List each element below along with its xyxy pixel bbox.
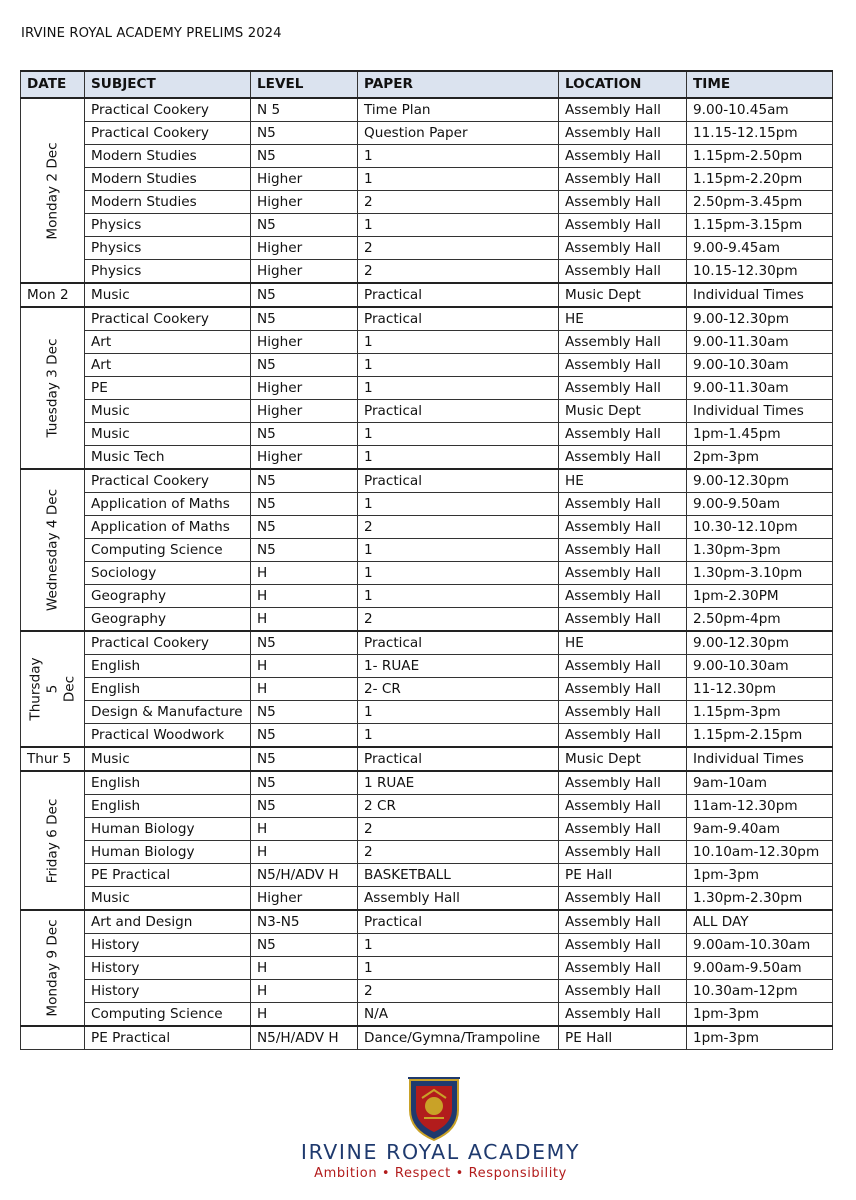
table-row [21, 562, 833, 585]
cell-paper: 1 [358, 539, 559, 562]
cell-level: Higher [251, 260, 358, 284]
cell-subject: Modern Studies [85, 145, 251, 168]
cell-location: HE [559, 469, 687, 493]
cell-paper: Practical [358, 747, 559, 771]
cell-paper: Question Paper [358, 122, 559, 145]
table-row [21, 493, 833, 516]
cell-location: Assembly Hall [559, 1003, 687, 1027]
cell-location: Assembly Hall [559, 724, 687, 748]
cell-level: N3-N5 [251, 910, 358, 934]
cell-location: Assembly Hall [559, 98, 687, 122]
cell-level: N5 [251, 701, 358, 724]
cell-location: Assembly Hall [559, 887, 687, 911]
cell-location: PE Hall [559, 864, 687, 887]
cell-location: Assembly Hall [559, 841, 687, 864]
cell-location: Assembly Hall [559, 795, 687, 818]
cell-paper: Practical [358, 400, 559, 423]
cell-location: Assembly Hall [559, 214, 687, 237]
cell-time: 9.00-12.30pm [687, 631, 833, 655]
cell-paper: 1 [358, 585, 559, 608]
cell-subject: Design & Manufacture [85, 701, 251, 724]
cell-time: 9am-9.40am [687, 818, 833, 841]
cell-level: N5 [251, 631, 358, 655]
table-header-row [21, 71, 833, 98]
cell-level: N5 [251, 934, 358, 957]
cell-location: HE [559, 307, 687, 331]
cell-location: Assembly Hall [559, 701, 687, 724]
table-row [21, 678, 833, 701]
cell-level: H [251, 1003, 358, 1027]
table-row [21, 400, 833, 423]
cell-paper: 2 [358, 841, 559, 864]
cell-subject: Music [85, 400, 251, 423]
cell-paper: Time Plan [358, 98, 559, 122]
table-row [21, 377, 833, 400]
cell-paper: 1 [358, 423, 559, 446]
cell-time: 1.15pm-2.20pm [687, 168, 833, 191]
cell-subject: Computing Science [85, 539, 251, 562]
date-cell [21, 771, 85, 910]
cell-paper: Dance/Gymna/Trampoline [358, 1026, 559, 1050]
cell-time: 1.15pm-3.15pm [687, 214, 833, 237]
cell-time: 10.15-12.30pm [687, 260, 833, 284]
cell-subject: English [85, 655, 251, 678]
school-logo [268, 1074, 613, 1184]
cell-level: Higher [251, 237, 358, 260]
cell-time: 1.30pm-2.30pm [687, 887, 833, 911]
table-row [21, 354, 833, 377]
cell-paper: 2 [358, 191, 559, 214]
cell-subject: Practical Woodwork [85, 724, 251, 748]
cell-subject: PE Practical [85, 1026, 251, 1050]
cell-time: 9.00-11.30am [687, 331, 833, 354]
table-row [21, 747, 833, 771]
date-cell [21, 307, 85, 469]
cell-location: Assembly Hall [559, 423, 687, 446]
header-time: TIME [687, 71, 833, 98]
date-cell [21, 98, 85, 283]
cell-level: N5 [251, 145, 358, 168]
table-row [21, 980, 833, 1003]
table-row [21, 168, 833, 191]
cell-paper: Practical [358, 910, 559, 934]
cell-subject: English [85, 678, 251, 701]
cell-location: Assembly Hall [559, 910, 687, 934]
cell-location: Assembly Hall [559, 377, 687, 400]
cell-paper: 1- RUAE [358, 655, 559, 678]
cell-subject: Application of Maths [85, 493, 251, 516]
cell-subject: Physics [85, 260, 251, 284]
cell-paper: 1 [358, 493, 559, 516]
table-row [21, 446, 833, 470]
date-label: Monday 9 Dec [44, 919, 60, 1017]
cell-level: Higher [251, 331, 358, 354]
cell-subject: Practical Cookery [85, 631, 251, 655]
table-row [21, 1026, 833, 1050]
cell-time: 2.50pm-3.45pm [687, 191, 833, 214]
table-row [21, 260, 833, 284]
cell-paper: 1 [358, 168, 559, 191]
cell-level: N5 [251, 771, 358, 795]
cell-paper: 1 [358, 354, 559, 377]
cell-subject: PE Practical [85, 864, 251, 887]
cell-time: ALL DAY [687, 910, 833, 934]
cell-level: H [251, 980, 358, 1003]
cell-level: N5 [251, 283, 358, 307]
cell-paper: 2 [358, 818, 559, 841]
cell-level: H [251, 655, 358, 678]
cell-subject: Physics [85, 214, 251, 237]
cell-time: Individual Times [687, 747, 833, 771]
cell-subject: Music [85, 887, 251, 911]
cell-paper: 2 [358, 237, 559, 260]
cell-time: 9.00am-10.30am [687, 934, 833, 957]
cell-subject: English [85, 771, 251, 795]
exam-timetable [20, 70, 833, 1050]
cell-location: PE Hall [559, 1026, 687, 1050]
cell-location: HE [559, 631, 687, 655]
cell-paper: 1 [358, 957, 559, 980]
cell-level: Higher [251, 400, 358, 423]
cell-paper: N/A [358, 1003, 559, 1027]
cell-level: N5 [251, 423, 358, 446]
date-label: Wednesday 4 Dec [44, 488, 60, 612]
table-row [21, 818, 833, 841]
cell-level: N5 [251, 795, 358, 818]
cell-location: Assembly Hall [559, 771, 687, 795]
cell-level: Higher [251, 887, 358, 911]
cell-subject: Music Tech [85, 446, 251, 470]
cell-time: 11.15-12.15pm [687, 122, 833, 145]
cell-subject: Practical Cookery [85, 122, 251, 145]
date-cell-empty [21, 1026, 85, 1050]
date-cell: Mon 2 [21, 283, 85, 307]
cell-time: 1.30pm-3pm [687, 539, 833, 562]
cell-paper: 1 [358, 331, 559, 354]
cell-subject: Sociology [85, 562, 251, 585]
cell-subject: History [85, 957, 251, 980]
cell-subject: Art [85, 331, 251, 354]
cell-level: H [251, 841, 358, 864]
table-row [21, 539, 833, 562]
cell-location: Music Dept [559, 283, 687, 307]
cell-paper: 1 [358, 446, 559, 470]
date-cell [21, 910, 85, 1026]
table-row [21, 331, 833, 354]
cell-time: 1pm-2.30PM [687, 585, 833, 608]
cell-subject: Art and Design [85, 910, 251, 934]
cell-subject: English [85, 795, 251, 818]
cell-level: N 5 [251, 98, 358, 122]
cell-time: 10.30-12.10pm [687, 516, 833, 539]
cell-time: 1pm-3pm [687, 1003, 833, 1027]
cell-location: Assembly Hall [559, 122, 687, 145]
cell-level: H [251, 608, 358, 632]
table-row [21, 145, 833, 168]
cell-time: 1pm-3pm [687, 1026, 833, 1050]
table-row [21, 957, 833, 980]
cell-paper: 1 [358, 377, 559, 400]
cell-location: Assembly Hall [559, 191, 687, 214]
cell-time: 9.00-9.45am [687, 237, 833, 260]
cell-paper: 1 [358, 562, 559, 585]
school-motto: Ambition • Respect • Responsibility [314, 1166, 567, 1181]
cell-paper: Practical [358, 307, 559, 331]
cell-subject: Music [85, 283, 251, 307]
table-row [21, 423, 833, 446]
cell-level: N5/H/ADV H [251, 864, 358, 887]
table-row [21, 516, 833, 539]
cell-subject: Modern Studies [85, 191, 251, 214]
cell-time: 9.00-12.30pm [687, 307, 833, 331]
cell-location: Assembly Hall [559, 585, 687, 608]
cell-paper: 1 [358, 145, 559, 168]
cell-level: N5 [251, 354, 358, 377]
cell-location: Assembly Hall [559, 446, 687, 470]
cell-level: N5 [251, 214, 358, 237]
cell-paper: 1 RUAE [358, 771, 559, 795]
cell-paper: 2 [358, 260, 559, 284]
cell-time: 2pm-3pm [687, 446, 833, 470]
cell-location: Assembly Hall [559, 818, 687, 841]
cell-time: 11am-12.30pm [687, 795, 833, 818]
cell-level: Higher [251, 377, 358, 400]
cell-time: 10.10am-12.30pm [687, 841, 833, 864]
cell-paper: 2- CR [358, 678, 559, 701]
cell-time: 1.15pm-3pm [687, 701, 833, 724]
cell-subject: History [85, 980, 251, 1003]
cell-time: 10.30am-12pm [687, 980, 833, 1003]
cell-subject: History [85, 934, 251, 957]
cell-time: 9.00-10.45am [687, 98, 833, 122]
cell-level: H [251, 957, 358, 980]
table-row [21, 585, 833, 608]
cell-time: 9.00-9.50am [687, 493, 833, 516]
table-row [21, 864, 833, 887]
cell-paper: Practical [358, 283, 559, 307]
cell-time: 11-12.30pm [687, 678, 833, 701]
cell-level: Higher [251, 446, 358, 470]
table-row [21, 934, 833, 957]
cell-location: Music Dept [559, 747, 687, 771]
school-name: IRVINE ROYAL ACADEMY [300, 1140, 581, 1164]
table-row [21, 841, 833, 864]
table-row [21, 608, 833, 632]
cell-time: 9.00am-9.50am [687, 957, 833, 980]
cell-paper: Practical [358, 631, 559, 655]
cell-location: Assembly Hall [559, 539, 687, 562]
table-row [21, 307, 833, 331]
cell-location: Assembly Hall [559, 516, 687, 539]
table-row [21, 191, 833, 214]
cell-level: Higher [251, 168, 358, 191]
cell-paper: 2 [358, 516, 559, 539]
cell-location: Assembly Hall [559, 934, 687, 957]
cell-paper: 1 [358, 214, 559, 237]
cell-location: Assembly Hall [559, 608, 687, 632]
cell-subject: Geography [85, 608, 251, 632]
cell-time: 9am-10am [687, 771, 833, 795]
cell-location: Assembly Hall [559, 331, 687, 354]
table-row [21, 795, 833, 818]
header-subject: SUBJECT [85, 71, 251, 98]
cell-subject: Application of Maths [85, 516, 251, 539]
table-row [21, 724, 833, 748]
cell-time: 1pm-1.45pm [687, 423, 833, 446]
cell-paper: 1 [358, 934, 559, 957]
date-cell: Thur 5 [21, 747, 85, 771]
cell-subject: Music [85, 423, 251, 446]
table-row [21, 1003, 833, 1027]
date-label: Friday 6 Dec [44, 798, 60, 883]
date-label: Monday 2 Dec [44, 141, 60, 240]
cell-subject: Art [85, 354, 251, 377]
cell-paper: 1 [358, 724, 559, 748]
cell-subject: PE [85, 377, 251, 400]
table-row [21, 469, 833, 493]
header-paper: PAPER [358, 71, 559, 98]
cell-time: Individual Times [687, 400, 833, 423]
cell-subject: Practical Cookery [85, 307, 251, 331]
cell-paper: 2 CR [358, 795, 559, 818]
cell-paper: BASKETBALL [358, 864, 559, 887]
cell-location: Assembly Hall [559, 493, 687, 516]
table-row [21, 655, 833, 678]
cell-time: Individual Times [687, 283, 833, 307]
cell-location: Assembly Hall [559, 562, 687, 585]
table-row [21, 910, 833, 934]
cell-subject: Practical Cookery [85, 98, 251, 122]
cell-level: H [251, 562, 358, 585]
cell-time: 9.00-10.30am [687, 655, 833, 678]
cell-subject: Music [85, 747, 251, 771]
cell-location: Assembly Hall [559, 980, 687, 1003]
cell-location: Assembly Hall [559, 237, 687, 260]
cell-subject: Computing Science [85, 1003, 251, 1027]
cell-time: 9.00-10.30am [687, 354, 833, 377]
cell-level: H [251, 678, 358, 701]
cell-subject: Human Biology [85, 818, 251, 841]
cell-subject: Human Biology [85, 841, 251, 864]
cell-location: Music Dept [559, 400, 687, 423]
cell-location: Assembly Hall [559, 260, 687, 284]
cell-paper: Assembly Hall [358, 887, 559, 911]
table-row [21, 887, 833, 911]
cell-location: Assembly Hall [559, 655, 687, 678]
table-row [21, 771, 833, 795]
cell-level: N5/H/ADV H [251, 1026, 358, 1050]
cell-level: N5 [251, 122, 358, 145]
cell-subject: Practical Cookery [85, 469, 251, 493]
cell-level: H [251, 585, 358, 608]
cell-subject: Geography [85, 585, 251, 608]
cell-level: N5 [251, 724, 358, 748]
cell-level: H [251, 818, 358, 841]
cell-level: N5 [251, 747, 358, 771]
cell-level: N5 [251, 493, 358, 516]
header-date: DATE [21, 71, 85, 98]
cell-level: N5 [251, 469, 358, 493]
cell-subject: Modern Studies [85, 168, 251, 191]
header-level: LEVEL [251, 71, 358, 98]
table-row [21, 122, 833, 145]
cell-location: Assembly Hall [559, 168, 687, 191]
date-label: Tuesday 3 Dec [44, 338, 60, 438]
cell-level: N5 [251, 307, 358, 331]
document-title: IRVINE ROYAL ACADEMY PRELIMS 2024 [21, 26, 282, 41]
cell-paper: 2 [358, 980, 559, 1003]
cell-location: Assembly Hall [559, 354, 687, 377]
cell-time: 9.00-12.30pm [687, 469, 833, 493]
table-row [21, 214, 833, 237]
school-crest-icon [404, 1076, 464, 1142]
date-cell [21, 631, 85, 747]
date-label: Thursday 5 Dec [27, 657, 77, 721]
cell-location: Assembly Hall [559, 678, 687, 701]
header-location: LOCATION [559, 71, 687, 98]
cell-time: 1.15pm-2.50pm [687, 145, 833, 168]
cell-location: Assembly Hall [559, 957, 687, 980]
cell-level: N5 [251, 539, 358, 562]
cell-paper: Practical [358, 469, 559, 493]
table-row [21, 237, 833, 260]
cell-paper: 2 [358, 608, 559, 632]
table-row [21, 631, 833, 655]
table-row [21, 701, 833, 724]
cell-level: N5 [251, 516, 358, 539]
cell-time: 1.15pm-2.15pm [687, 724, 833, 748]
cell-time: 9.00-11.30am [687, 377, 833, 400]
cell-subject: Physics [85, 237, 251, 260]
date-cell [21, 469, 85, 631]
table-row [21, 98, 833, 122]
cell-level: Higher [251, 191, 358, 214]
cell-time: 1.30pm-3.10pm [687, 562, 833, 585]
cell-paper: 1 [358, 701, 559, 724]
table-row [21, 283, 833, 307]
cell-time: 2.50pm-4pm [687, 608, 833, 632]
cell-location: Assembly Hall [559, 145, 687, 168]
cell-time: 1pm-3pm [687, 864, 833, 887]
